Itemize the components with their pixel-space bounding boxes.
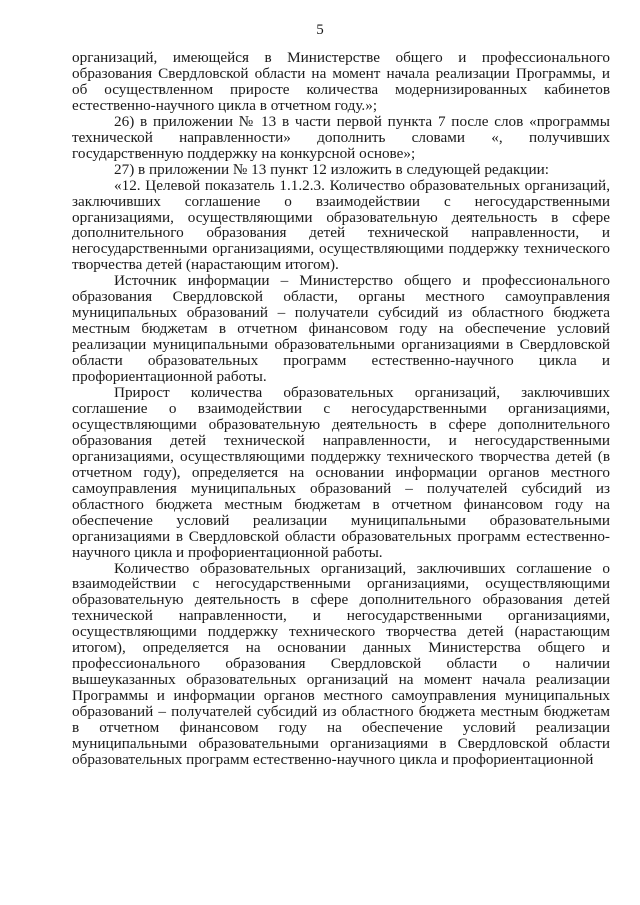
paragraph-1-continuation: организаций, имеющейся в Министерстве общего и профессионального образования Свердловской области на момент начала реализации Программы, и об осуществленном приросте количества модернизированных кабинетов естественно-научного цикла в отчетном году.»;	[72, 49, 610, 114]
paragraph-target-indicator: «12. Целевой показатель 1.1.2.3. Количество образовательных организаций, заключивших соглашение о взаимодействии с негосударственными организациями, осуществляющими образовательную деятельность в сфере дополнительного образования детей технической направленности, и негосударственными организациями, осуществляющими поддержку технического творчества детей (нарастающим итогом).	[72, 176, 610, 274]
paragraph-information-source: Источник информации – Министерство общего и профессионального образования Свердловской области, органы местного самоуправления муниципальных образований – получатели субсидий из областного бюджета местным бюджетам в отчетном финансовом году на обеспечение условий реализации муниципальными образовательными организациями в Свердловской области образовательных программ естественно-научного цикла и профориентационной работы.	[72, 272, 610, 386]
document-body	[72, 50, 610, 768]
paragraph-item-27: 27) в приложении № 13 пункт 12 изложить в следующей редакции:	[114, 160, 549, 178]
paragraph-item-26: 26) в приложении № 13 в части первой пункта 7 после слов «программы технической направленности» дополнить словами «, получивших государственную поддержку на конкурсной основе»;	[72, 112, 610, 162]
paragraph-growth-definition: Прирост количества образовательных организаций, заключивших соглашение о взаимодействии с негосударственными организациями, осуществляющими образовательную деятельность в сфере дополнительного образования детей технической направленности, и негосударственными организациями, осуществляющими поддержку технического творчества детей (в отчетном году), определяется на основании информации органов местного самоуправления муниципальных образований – получателей субсидий из областного бюджета местным бюджетам в отчетном финансовом году на обеспечение условий реализации муниципальными образовательными организациями в Свердловской области образовательных программ естественно-научного цикла и профориентационной работы.	[72, 384, 610, 561]
paragraph-count-definition: Количество образовательных организаций, заключивших соглашение о взаимодействии с негосударственными организациями, осуществляющими образовательную деятельность в сфере дополнительного образования детей технической направленности, и негосударственными организациями, осуществляющими поддержку технического творчества детей (нарастающим итогом), определяется на основании данных Министерства общего и профессионального образования Свердловской области о наличии вышеуказанных образовательных организаций на момент начала реализации Программы и информации органов местного самоуправления муниципальных образований – получателей субсидий из областного бюджета местным бюджетам в отчетном финансовом году на обеспечение условий реализации муниципальными образовательными организациями в Свердловской области образовательных программ естественно-научного цикла и профориентационной	[72, 559, 610, 768]
page-number: 5	[316, 22, 324, 38]
